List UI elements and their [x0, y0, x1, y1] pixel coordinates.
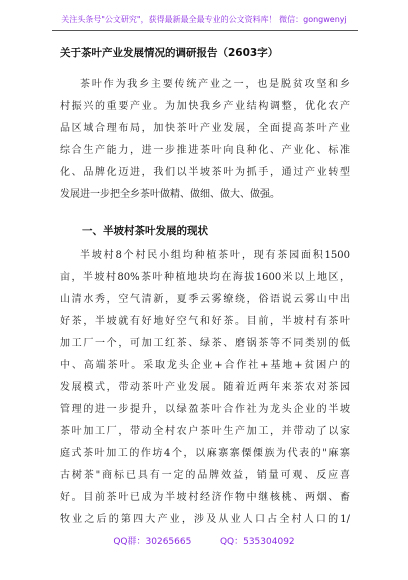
text-line: 好。目前茶叶已成为半坡村经济作物中继核桃、两烟、畜 [60, 492, 350, 503]
text-line: 品区域合理布局，加快茶叶产业发展，全面提高茶叶产业 [60, 123, 350, 134]
header-divider [52, 30, 358, 31]
text-line: 化、品牌化迈进，我们以半坡茶叶为抓手，通过产业转型 [60, 167, 350, 178]
text-line: 半坡村8个村民小组均种植茶叶，现有茶园面积1500 [80, 250, 350, 261]
text-line: 亩，半坡村80%茶叶种植地块均在海拔1600米以上地区， [60, 272, 350, 283]
text-line: 茶叶加工厂，带动全村农户茶叶生产加工，并带动了以家 [60, 426, 350, 437]
header-banner: 关注头条号"公文研究"，获得最新最全最专业的公文资料库！ 微信：gongwenyj [61, 15, 347, 24]
paragraph-status [60, 245, 350, 531]
qq-value: 535304092 [243, 537, 295, 547]
section-heading: 一、半坡村茶叶发展的现状 [82, 225, 208, 237]
qq-group-label: QQ群： [113, 537, 146, 547]
text-line: 中、高端茶叶。采取龙头企业+合作社+基地+贫困户的 [60, 360, 350, 371]
text-line: 好茶，半坡就有好地好空气和好茶。目前，半坡村有茶叶 [60, 316, 350, 327]
text-line: 发展模式，带动茶叶产业发展。随着近两年来茶农对茶园 [60, 382, 350, 393]
footer-contact [0, 534, 408, 547]
paragraph-intro [60, 74, 350, 206]
text-line: 庭式茶叶加工的作坊4个，以麻寨寨傈傈族为代表的"麻寨 [60, 448, 350, 459]
text-line: 管理的进一步提升，以绿盈茶叶合作社为龙头企业的半坡 [60, 404, 350, 415]
text-line: 加工厂一个，可加工红茶、绿茶、磨锅茶等不同类别的低 [60, 338, 350, 349]
qq-group-value: 30265665 [145, 537, 192, 547]
document-title: 关于茶叶产业发展情况的调研报告（2603字） [60, 47, 279, 59]
text-line: 综合生产能力，进一步推进茶叶向良种化、产业化、标准 [60, 145, 350, 156]
text-line: 古树茶"商标已具有一定的品牌效益，销量可观、反应喜 [60, 470, 350, 481]
text-line: 牧业之后的第四大产业，涉及从业人口占全村人口的1/ [60, 514, 350, 525]
text-line: 发展进一步把全乡茶叶做精、做细、做大、做强。 [60, 189, 280, 200]
text-line: 茶叶作为我乡主要传统产业之一，也是脱贫攻坚和乡 [80, 79, 350, 90]
text-line: 村振兴的重要产业。为加快我乡产业结构调整，优化农产 [60, 101, 350, 112]
qq-label: QQ： [219, 537, 244, 547]
text-line: 山清水秀，空气清新，夏季云雾缭绕，俗语说云雾山中出 [60, 294, 350, 305]
